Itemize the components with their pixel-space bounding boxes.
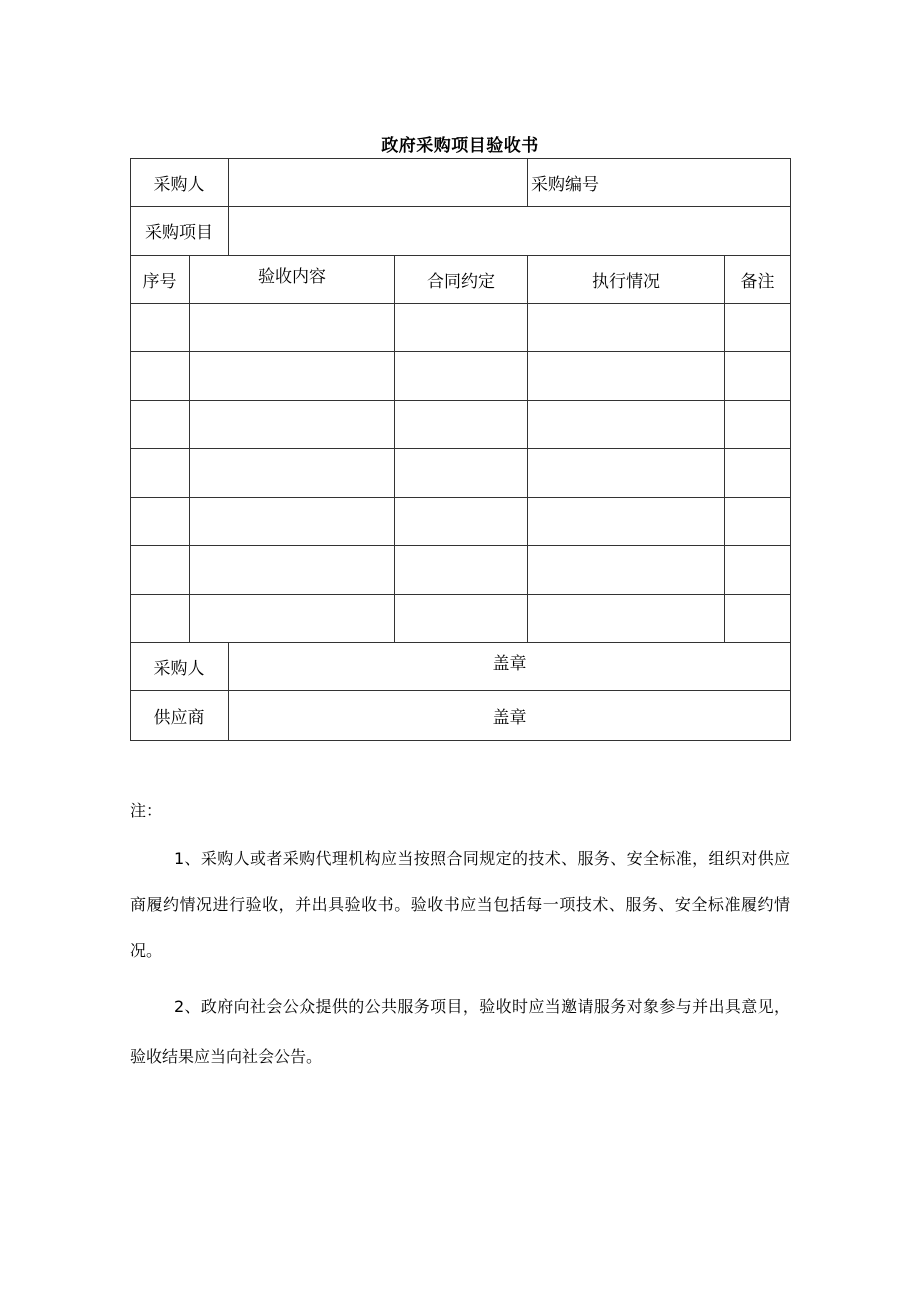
purchase-no-label: 采购编号 (531, 174, 599, 195)
note-item-1: 1、采购人或者采购代理机构应当按照合同规定的技术、服务、安全标准，组织对供应商履约情况进行验收，并出具验收书。验收书应当包括每一项技术、服务、安全标准履约情况。 (130, 849, 790, 960)
purchaser-label: 采购人 (153, 174, 205, 195)
column-header-serial: 序号 (142, 271, 177, 292)
sign-purchaser-seal: 盖章 (492, 653, 527, 674)
project-field[interactable] (229, 207, 790, 255)
purchase-no-field[interactable] (604, 159, 790, 206)
sign-purchaser-label: 采购人 (153, 658, 205, 679)
sign-supplier-seal: 盖章 (492, 707, 527, 728)
document-title: 政府采购项目验收书 (381, 136, 539, 156)
note-item-2: 2、政府向社会公众提供的公共服务项目，验收时应当邀请服务对象参与并出具意见，验收结果应当向社会公告。 (130, 997, 790, 1066)
purchaser-field[interactable] (229, 159, 526, 206)
column-header-execution: 执行情况 (592, 271, 660, 292)
column-header-content: 验收内容 (258, 266, 326, 287)
column-header-remarks: 备注 (740, 271, 775, 292)
project-label: 采购项目 (145, 223, 213, 243)
sign-supplier-label: 供应商 (153, 707, 205, 728)
notes-heading: 注： (130, 801, 163, 820)
column-header-contract: 合同约定 (427, 271, 495, 292)
